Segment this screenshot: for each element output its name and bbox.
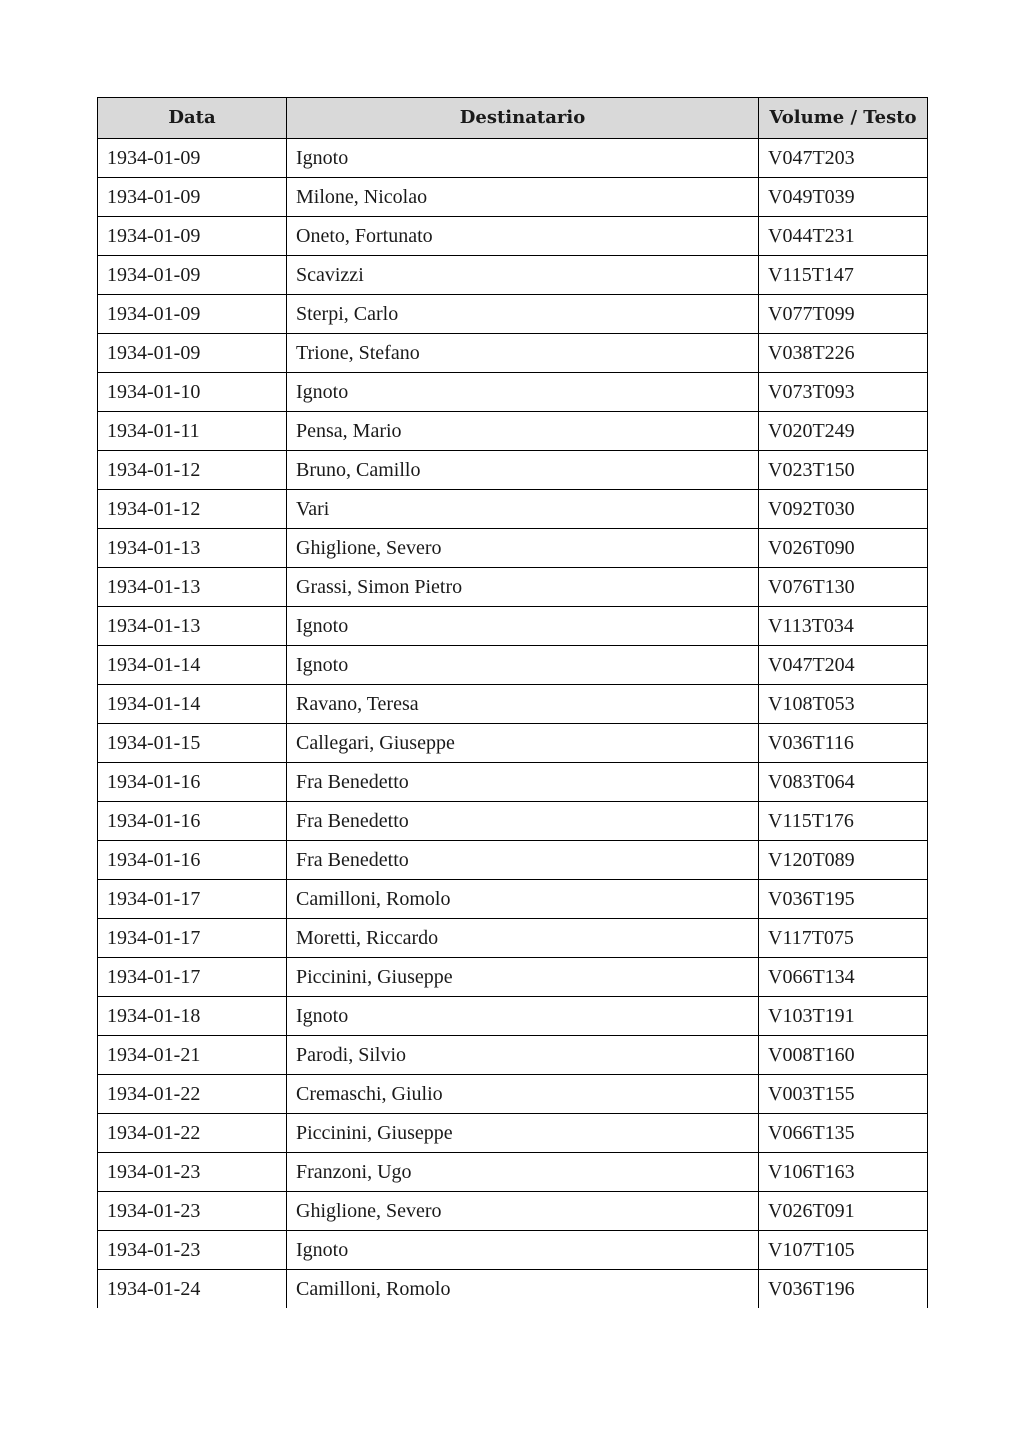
table-row bbox=[98, 763, 928, 802]
table-row bbox=[98, 1114, 928, 1153]
cell-recipient: Bruno, Camillo bbox=[287, 451, 759, 490]
cell-date: 1934-01-13 bbox=[98, 607, 287, 646]
cell-date: 1934-01-12 bbox=[98, 451, 287, 490]
table-header bbox=[98, 98, 928, 139]
table-row bbox=[98, 1075, 928, 1114]
table-row bbox=[98, 1153, 928, 1192]
cell-recipient: Callegari, Giuseppe bbox=[287, 724, 759, 763]
cell-recipient: Fra Benedetto bbox=[287, 763, 759, 802]
cell-recipient: Ignoto bbox=[287, 646, 759, 685]
cell-date: 1934-01-09 bbox=[98, 295, 287, 334]
cell-volume: V049T039 bbox=[759, 178, 928, 217]
table-row bbox=[98, 373, 928, 412]
cell-recipient: Fra Benedetto bbox=[287, 841, 759, 880]
cell-recipient: Vari bbox=[287, 490, 759, 529]
cell-volume: V103T191 bbox=[759, 997, 928, 1036]
cell-date: 1934-01-22 bbox=[98, 1114, 287, 1153]
cell-recipient: Camilloni, Romolo bbox=[287, 1270, 759, 1309]
cell-volume: V117T075 bbox=[759, 919, 928, 958]
cell-date: 1934-01-21 bbox=[98, 1036, 287, 1075]
cell-volume: V038T226 bbox=[759, 334, 928, 373]
cell-date: 1934-01-15 bbox=[98, 724, 287, 763]
cell-date: 1934-01-17 bbox=[98, 880, 287, 919]
cell-recipient: Pensa, Mario bbox=[287, 412, 759, 451]
table-row bbox=[98, 1231, 928, 1270]
cell-volume: V026T090 bbox=[759, 529, 928, 568]
cell-volume: V106T163 bbox=[759, 1153, 928, 1192]
table-row bbox=[98, 139, 928, 178]
cell-date: 1934-01-14 bbox=[98, 646, 287, 685]
cell-date: 1934-01-09 bbox=[98, 334, 287, 373]
cell-recipient: Cremaschi, Giulio bbox=[287, 1075, 759, 1114]
cell-volume: V076T130 bbox=[759, 568, 928, 607]
cell-volume: V066T134 bbox=[759, 958, 928, 997]
cell-date: 1934-01-23 bbox=[98, 1192, 287, 1231]
cell-date: 1934-01-18 bbox=[98, 997, 287, 1036]
cell-recipient: Piccinini, Giuseppe bbox=[287, 1114, 759, 1153]
cell-recipient: Trione, Stefano bbox=[287, 334, 759, 373]
cell-volume: V066T135 bbox=[759, 1114, 928, 1153]
table-row bbox=[98, 685, 928, 724]
cell-volume: V083T064 bbox=[759, 763, 928, 802]
cell-volume: V036T196 bbox=[759, 1270, 928, 1309]
cell-recipient: Ignoto bbox=[287, 607, 759, 646]
table-row bbox=[98, 802, 928, 841]
cell-recipient: Scavizzi bbox=[287, 256, 759, 295]
cell-date: 1934-01-10 bbox=[98, 373, 287, 412]
cell-volume: V092T030 bbox=[759, 490, 928, 529]
cell-recipient: Ravano, Teresa bbox=[287, 685, 759, 724]
cell-recipient: Parodi, Silvio bbox=[287, 1036, 759, 1075]
cell-recipient: Fra Benedetto bbox=[287, 802, 759, 841]
cell-date: 1934-01-09 bbox=[98, 217, 287, 256]
cell-recipient: Ghiglione, Severo bbox=[287, 529, 759, 568]
column-header-date: Data bbox=[98, 98, 287, 139]
table-row bbox=[98, 178, 928, 217]
cell-date: 1934-01-17 bbox=[98, 919, 287, 958]
table-row bbox=[98, 841, 928, 880]
table-row bbox=[98, 607, 928, 646]
cell-volume: V120T089 bbox=[759, 841, 928, 880]
cell-date: 1934-01-13 bbox=[98, 529, 287, 568]
cell-volume: V113T034 bbox=[759, 607, 928, 646]
cell-volume: V003T155 bbox=[759, 1075, 928, 1114]
header-row bbox=[98, 98, 928, 139]
cell-recipient: Camilloni, Romolo bbox=[287, 880, 759, 919]
cell-date: 1934-01-09 bbox=[98, 256, 287, 295]
cell-date: 1934-01-11 bbox=[98, 412, 287, 451]
cell-volume: V077T099 bbox=[759, 295, 928, 334]
table-row bbox=[98, 529, 928, 568]
letters-table bbox=[97, 97, 928, 1308]
table-row bbox=[98, 1270, 928, 1309]
cell-volume: V107T105 bbox=[759, 1231, 928, 1270]
table-row bbox=[98, 997, 928, 1036]
table-row bbox=[98, 880, 928, 919]
table-row bbox=[98, 217, 928, 256]
cell-date: 1934-01-22 bbox=[98, 1075, 287, 1114]
table-row bbox=[98, 451, 928, 490]
cell-date: 1934-01-23 bbox=[98, 1153, 287, 1192]
cell-date: 1934-01-16 bbox=[98, 802, 287, 841]
cell-date: 1934-01-12 bbox=[98, 490, 287, 529]
cell-recipient: Piccinini, Giuseppe bbox=[287, 958, 759, 997]
cell-recipient: Sterpi, Carlo bbox=[287, 295, 759, 334]
cell-date: 1934-01-16 bbox=[98, 763, 287, 802]
cell-recipient: Milone, Nicolao bbox=[287, 178, 759, 217]
table-row bbox=[98, 1036, 928, 1075]
cell-volume: V008T160 bbox=[759, 1036, 928, 1075]
table-row bbox=[98, 568, 928, 607]
cell-date: 1934-01-16 bbox=[98, 841, 287, 880]
cell-date: 1934-01-13 bbox=[98, 568, 287, 607]
cell-recipient: Franzoni, Ugo bbox=[287, 1153, 759, 1192]
cell-recipient: Ignoto bbox=[287, 997, 759, 1036]
column-header-volume: Volume / Testo bbox=[759, 98, 928, 139]
cell-date: 1934-01-09 bbox=[98, 139, 287, 178]
cell-recipient: Ignoto bbox=[287, 1231, 759, 1270]
cell-recipient: Oneto, Fortunato bbox=[287, 217, 759, 256]
table-row bbox=[98, 958, 928, 997]
table-body bbox=[98, 139, 928, 1309]
cell-date: 1934-01-14 bbox=[98, 685, 287, 724]
cell-volume: V047T203 bbox=[759, 139, 928, 178]
cell-volume: V108T053 bbox=[759, 685, 928, 724]
cell-volume: V036T116 bbox=[759, 724, 928, 763]
cell-volume: V073T093 bbox=[759, 373, 928, 412]
table-row bbox=[98, 919, 928, 958]
cell-date: 1934-01-23 bbox=[98, 1231, 287, 1270]
cell-volume: V020T249 bbox=[759, 412, 928, 451]
cell-volume: V115T147 bbox=[759, 256, 928, 295]
cell-volume: V036T195 bbox=[759, 880, 928, 919]
cell-date: 1934-01-17 bbox=[98, 958, 287, 997]
cell-date: 1934-01-24 bbox=[98, 1270, 287, 1309]
table-row bbox=[98, 334, 928, 373]
column-header-recipient: Destinatario bbox=[287, 98, 759, 139]
cell-volume: V115T176 bbox=[759, 802, 928, 841]
cell-recipient: Moretti, Riccardo bbox=[287, 919, 759, 958]
table-row bbox=[98, 256, 928, 295]
cell-volume: V047T204 bbox=[759, 646, 928, 685]
table-row bbox=[98, 412, 928, 451]
cell-recipient: Grassi, Simon Pietro bbox=[287, 568, 759, 607]
cell-volume: V023T150 bbox=[759, 451, 928, 490]
table-row bbox=[98, 724, 928, 763]
table-row bbox=[98, 646, 928, 685]
cell-recipient: Ghiglione, Severo bbox=[287, 1192, 759, 1231]
cell-recipient: Ignoto bbox=[287, 139, 759, 178]
cell-volume: V044T231 bbox=[759, 217, 928, 256]
cell-recipient: Ignoto bbox=[287, 373, 759, 412]
cell-date: 1934-01-09 bbox=[98, 178, 287, 217]
table-row bbox=[98, 295, 928, 334]
cell-volume: V026T091 bbox=[759, 1192, 928, 1231]
table-row bbox=[98, 490, 928, 529]
table-row bbox=[98, 1192, 928, 1231]
